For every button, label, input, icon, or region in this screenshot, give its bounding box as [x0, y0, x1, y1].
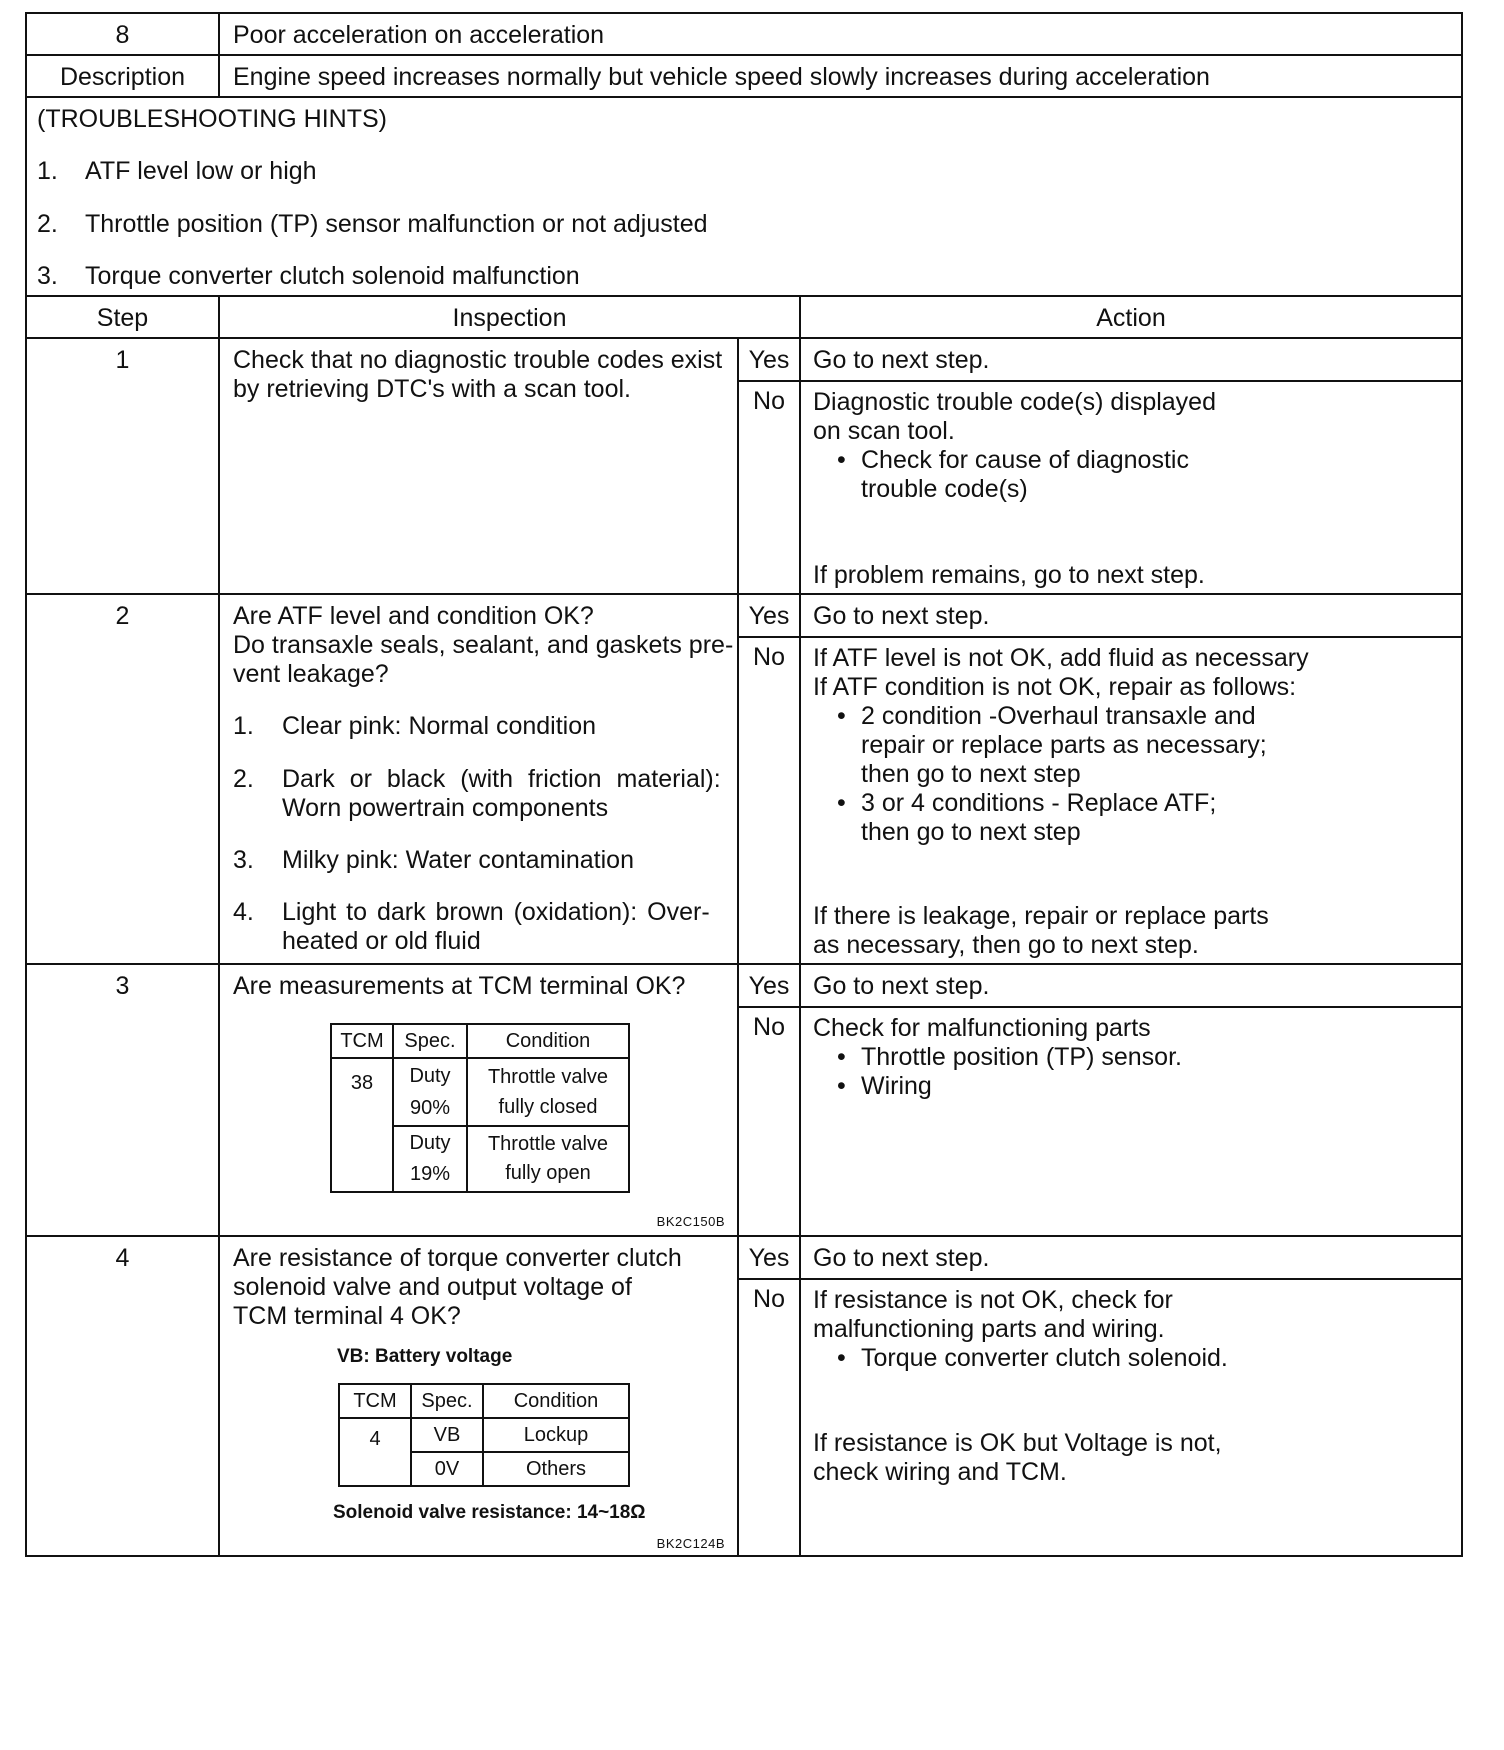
- bullet-icon: •: [837, 446, 846, 474]
- no-label: No: [753, 387, 785, 415]
- yes-action: Go to next step.: [813, 972, 990, 1000]
- step-number: 3: [115, 972, 130, 1000]
- inspection-text: Are resistance of torque converter clutch: [233, 1244, 682, 1272]
- description-text: Engine speed increases normally but vehicle speed slowly increases during acceleration: [218, 56, 1461, 96]
- table-header: TCM: [331, 1024, 393, 1058]
- list-item: Light to dark brown (oxidation): Over-: [282, 898, 710, 926]
- table-header: TCM: [339, 1384, 411, 1418]
- no-action-footer: If problem remains, go to next step.: [813, 561, 1205, 589]
- table-header: Condition: [483, 1384, 629, 1418]
- hint-number: 3.: [37, 262, 58, 290]
- table-caption: VB: Battery voltage: [337, 1346, 513, 1367]
- step-row-4: [25, 1235, 1463, 1557]
- bullet-icon: •: [837, 1043, 846, 1071]
- list-number: 1.: [233, 712, 254, 740]
- inspection-cell: [218, 595, 737, 963]
- condition-value: Throttle valve: [487, 1066, 609, 1088]
- spec-cell: [393, 1126, 467, 1192]
- inspection-text: Are ATF level and condition OK?: [233, 602, 594, 630]
- condition-cell: [467, 1058, 629, 1126]
- figure-code: BK2C150B: [656, 1214, 725, 1229]
- hint-number: 1.: [37, 157, 58, 185]
- action-cell: [799, 339, 1461, 593]
- inspection-cell: [218, 339, 737, 593]
- no-action-bullet: then go to next step: [861, 760, 1081, 788]
- condition-value: fully closed: [498, 1096, 598, 1118]
- table-header: Spec.: [411, 1384, 483, 1418]
- answer-cell: [737, 339, 799, 593]
- no-action-footer: If there is leakage, repair or replace parts: [813, 902, 1269, 930]
- list-item: Clear pink: Normal condition: [282, 712, 597, 740]
- action-cell: [799, 965, 1461, 1235]
- table-header: Condition: [467, 1024, 629, 1058]
- inspection-cell: [218, 1237, 737, 1555]
- bullet-icon: •: [837, 1072, 846, 1100]
- table-note: Solenoid valve resistance: 14~18Ω: [333, 1502, 646, 1523]
- step-number: 2: [115, 602, 130, 630]
- no-action-bullet: repair or replace parts as necessary;: [861, 731, 1267, 759]
- yes-label: Yes: [748, 1244, 790, 1272]
- condition-value: Lockup: [483, 1418, 629, 1452]
- yes-label: Yes: [748, 602, 790, 630]
- action-cell: [799, 595, 1461, 963]
- no-action-text: If ATF level is not OK, add fluid as necessary: [813, 644, 1309, 672]
- step-row-1: [25, 337, 1463, 593]
- no-action-bullet: then go to next step: [861, 818, 1081, 846]
- table-header: Spec.: [393, 1024, 467, 1058]
- no-action-bullet: Torque converter clutch solenoid.: [861, 1344, 1228, 1372]
- bullet-icon: •: [837, 1344, 846, 1372]
- no-action-text: Check for malfunctioning parts: [813, 1014, 1151, 1042]
- step-row-3: [25, 963, 1463, 1235]
- inspection-text: TCM terminal 4 OK?: [233, 1302, 461, 1330]
- list-item: Milky pink: Water contamination: [282, 846, 634, 874]
- inspection-text: Check that no diagnostic trouble codes exist: [233, 346, 723, 374]
- condition-cell: [467, 1126, 629, 1192]
- no-action-bullet: trouble code(s): [861, 475, 1028, 503]
- condition-value: fully open: [505, 1162, 591, 1184]
- condition-value: Throttle valve: [487, 1133, 609, 1155]
- inspection-column-header: Inspection: [218, 297, 799, 337]
- step-number: 4: [115, 1244, 130, 1272]
- figure-code: BK2C124B: [656, 1536, 725, 1551]
- inspection-text: vent leakage?: [233, 660, 389, 688]
- description-row: [25, 54, 1463, 96]
- inspection-text: by retrieving DTC's with a scan tool.: [233, 375, 631, 403]
- answer-cell: [737, 965, 799, 1235]
- yes-action: Go to next step.: [813, 1244, 990, 1272]
- action-column-header: Action: [799, 297, 1461, 337]
- step-row-2: [25, 593, 1463, 963]
- no-action-footer: as necessary, then go to next step.: [813, 931, 1199, 959]
- hints-heading: (TROUBLESHOOTING HINTS): [37, 105, 388, 133]
- tcm-voltage-table: [338, 1383, 630, 1487]
- list-item: Worn powertrain components: [282, 794, 609, 822]
- bullet-icon: •: [837, 702, 846, 730]
- action-cell: [799, 1237, 1461, 1555]
- inspection-text: solenoid valve and output voltage of: [233, 1273, 632, 1301]
- no-action-footer: If resistance is OK but Voltage is not,: [813, 1429, 1222, 1457]
- tcm-measurement-table: [330, 1023, 630, 1193]
- inspection-text: Are measurements at TCM terminal OK?: [233, 972, 686, 1000]
- yes-label: Yes: [748, 972, 790, 1000]
- spec-value: 19%: [409, 1163, 451, 1185]
- column-header-row: [25, 295, 1463, 337]
- answer-cell: [737, 1237, 799, 1555]
- bullet-icon: •: [837, 789, 846, 817]
- hint-number: 2.: [37, 210, 58, 238]
- no-action-text: malfunctioning parts and wiring.: [813, 1315, 1165, 1343]
- hint-item: Torque converter clutch solenoid malfunction: [85, 262, 580, 290]
- no-action-text: Diagnostic trouble code(s) displayed: [813, 388, 1216, 416]
- inspection-text: Do transaxle seals, sealant, and gaskets pre-: [233, 631, 734, 659]
- no-action-text: on scan tool.: [813, 417, 955, 445]
- hint-item: Throttle position (TP) sensor malfunction or not adjusted: [85, 210, 708, 238]
- troubleshooting-hints: [25, 96, 1463, 295]
- inspection-cell: [218, 965, 737, 1235]
- step-column-header: Step: [96, 304, 149, 332]
- tcm-terminal: 4: [339, 1418, 411, 1486]
- list-item: Dark or black (with friction material):: [282, 765, 721, 793]
- condition-value: Others: [483, 1452, 629, 1486]
- answer-cell: [737, 595, 799, 963]
- step-number: 1: [115, 346, 130, 374]
- no-action-bullet: Wiring: [861, 1072, 932, 1100]
- header-row: [25, 12, 1463, 54]
- yes-action: Go to next step.: [813, 602, 990, 630]
- no-action-bullet: 2 condition -Overhaul transaxle and: [861, 702, 1256, 730]
- no-action-text: If ATF condition is not OK, repair as follows:: [813, 673, 1297, 701]
- list-number: 4.: [233, 898, 254, 926]
- no-label: No: [753, 1285, 785, 1313]
- spec-cell: [393, 1058, 467, 1126]
- no-action-footer: check wiring and TCM.: [813, 1458, 1067, 1486]
- no-label: No: [753, 643, 785, 671]
- description-label: Description: [59, 63, 186, 91]
- spec-value: 0V: [411, 1452, 483, 1486]
- tcm-terminal: 38: [331, 1058, 393, 1192]
- hint-item: ATF level low or high: [85, 157, 317, 185]
- symptom-title: Poor acceleration on acceleration: [218, 14, 1461, 54]
- spec-value: Duty: [409, 1065, 451, 1087]
- no-action-text: If resistance is not OK, check for: [813, 1286, 1173, 1314]
- symptom-number: 8: [115, 21, 130, 49]
- list-number: 2.: [233, 765, 254, 793]
- list-number: 3.: [233, 846, 254, 874]
- troubleshooting-table: [25, 12, 1463, 1557]
- spec-value: 90%: [409, 1097, 451, 1119]
- no-label: No: [753, 1013, 785, 1041]
- yes-action: Go to next step.: [813, 346, 990, 374]
- list-item: heated or old fluid: [282, 927, 481, 955]
- no-action-bullet: 3 or 4 conditions - Replace ATF;: [861, 789, 1217, 817]
- spec-value: Duty: [409, 1132, 451, 1154]
- no-action-bullet: Check for cause of diagnostic: [861, 446, 1189, 474]
- spec-value: VB: [411, 1418, 483, 1452]
- yes-label: Yes: [748, 346, 790, 374]
- no-action-bullet: Throttle position (TP) sensor.: [861, 1043, 1182, 1071]
